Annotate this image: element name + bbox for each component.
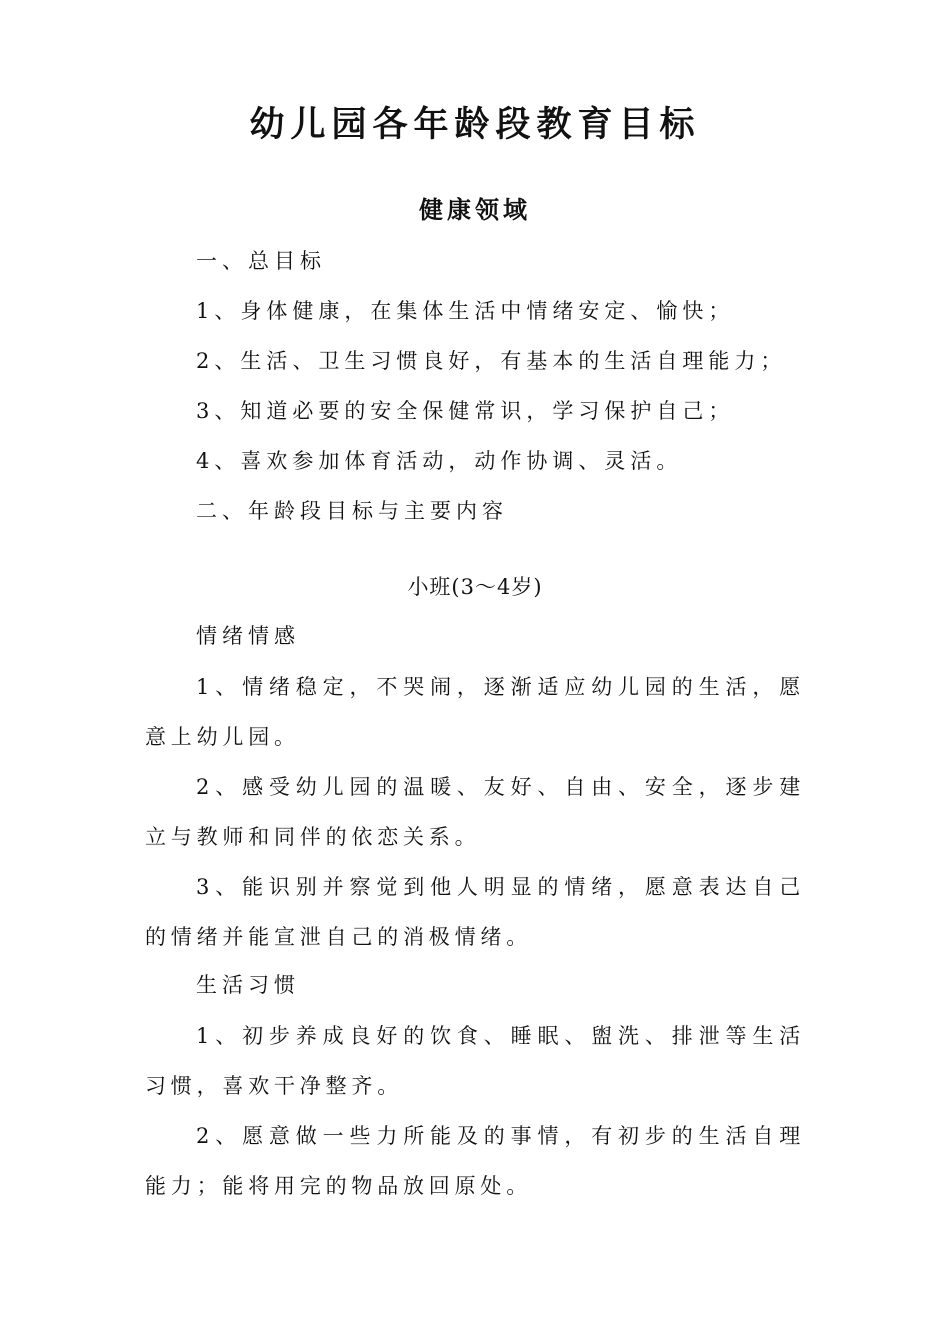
overall-goal-heading: 一、总目标 [196, 249, 326, 273]
habits-item: 1、初步养成良好的饮食、睡眠、盥洗、排泄等生活习惯，喜欢干净整齐。 [145, 1024, 805, 1098]
overall-goal-item: 4、喜欢参加体育活动，动作协调、灵活。 [196, 449, 683, 473]
habits-item: 2、愿意做一些力所能及的事情，有初步的生活自理能力；能将用完的物品放回原处。 [145, 1124, 805, 1198]
emotion-item: 2、感受幼儿园的温暖、友好、自由、安全，逐步建立与教师和同伴的依恋关系。 [145, 775, 805, 849]
small-class-heading: 小班(3～4岁) [407, 575, 543, 599]
overall-goal-item: 3、知道必要的安全保健常识，学习保护自己； [196, 399, 735, 423]
section-heading: 健康领域 [419, 196, 531, 224]
emotion-item: 1、情绪稳定，不哭闹，逐渐适应幼儿园的生活，愿意上幼儿园。 [145, 675, 805, 749]
emotion-heading: 情绪情感 [196, 624, 300, 648]
age-goals-heading: 二、年龄段目标与主要内容 [196, 499, 508, 523]
overall-goal-item: 1、身体健康，在集体生活中情绪安定、愉快； [196, 299, 735, 323]
overall-goal-item: 2、生活、卫生习惯良好，有基本的生活自理能力； [196, 349, 787, 373]
document-title: 幼儿园各年龄段教育目标 [249, 105, 701, 145]
emotion-item: 3、能识别并察觉到他人明显的情绪，愿意表达自己的情绪并能宣泄自己的消极情绪。 [145, 875, 805, 949]
habits-heading: 生活习惯 [196, 973, 300, 997]
